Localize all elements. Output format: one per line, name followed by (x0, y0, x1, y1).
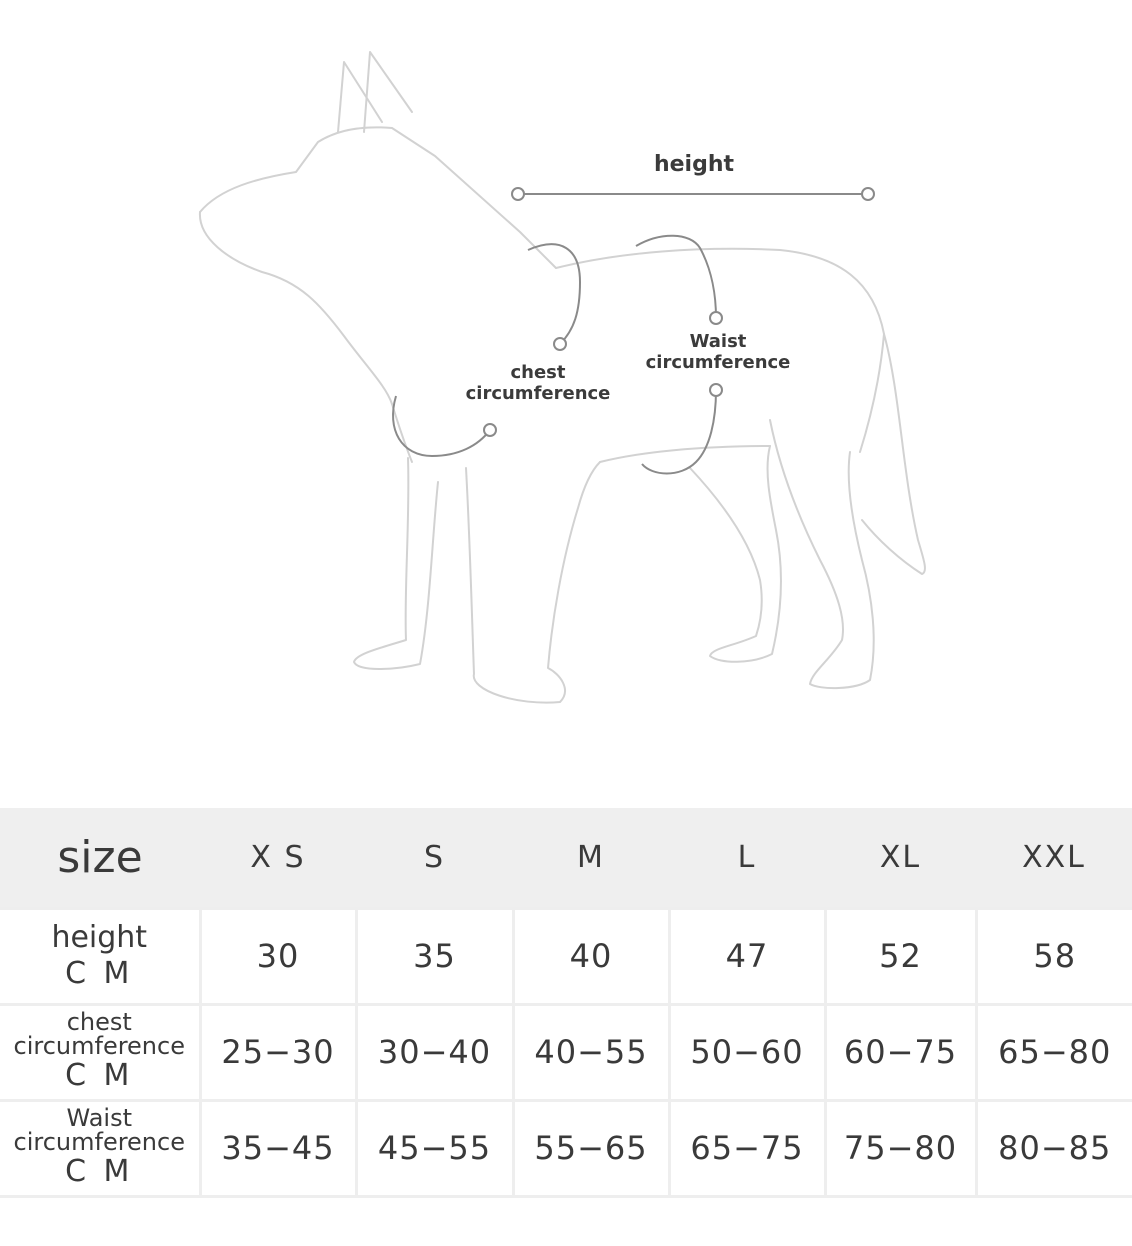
table-cell: 80−85 (976, 1100, 1132, 1196)
waist-callout-line2: circumference (645, 352, 791, 373)
table-cell: 75−80 (825, 1100, 976, 1196)
table-row-chest (0, 1004, 1132, 1100)
row-header-unit: C M (65, 1154, 134, 1189)
size-header-cell: M (577, 839, 605, 875)
height-start-marker (512, 188, 524, 200)
size-header-row (0, 808, 1132, 908)
chest-callout-line1: chest (510, 362, 566, 383)
chest-callout (440, 362, 636, 404)
waist-top-loop (636, 236, 716, 318)
chest-loop (393, 396, 490, 456)
table-cell: 45−55 (356, 1100, 513, 1196)
waist-callout (620, 331, 816, 373)
waist-bottom-loop (642, 390, 716, 474)
row-header-unit: C M (65, 1058, 134, 1093)
table-cell: 25−30 (200, 1004, 356, 1100)
row-header-name: circumference (13, 1128, 185, 1156)
table-cell: 65−80 (976, 1004, 1132, 1100)
table-cell: 52 (825, 908, 976, 1004)
height-callout: height (653, 152, 735, 177)
waist-top-marker (710, 312, 722, 324)
chest-bottom-marker (484, 424, 496, 436)
table-cell: 60−75 (825, 1004, 976, 1100)
height-end-marker (862, 188, 874, 200)
row-header-name: Waist (66, 1104, 132, 1132)
table-cell: 30 (200, 908, 356, 1004)
table-row-height (0, 908, 1132, 1004)
size-header-cell: X S (250, 839, 306, 875)
waist-bottom-marker (710, 384, 722, 396)
row-header-unit: C M (65, 956, 134, 991)
row-header-height (0, 908, 200, 1004)
row-header-chest (0, 1004, 200, 1100)
table-cell: 65−75 (669, 1100, 825, 1196)
row-header-name: height (51, 920, 148, 955)
size-header-cell: XL (879, 839, 922, 875)
neck-loop (528, 244, 580, 344)
table-cell: 35 (356, 908, 513, 1004)
table-cell: 40−55 (513, 1004, 669, 1100)
table-cell: 55−65 (513, 1100, 669, 1196)
table-cell: 30−40 (356, 1004, 513, 1100)
size-header-label: size (57, 831, 143, 883)
chest-top-marker (554, 338, 566, 350)
chest-callout-line2: circumference (465, 383, 611, 404)
size-chart-table (0, 808, 1132, 1198)
table-cell: 47 (669, 908, 825, 1004)
row-header-name: chest (66, 1008, 132, 1036)
table-cell: 40 (513, 908, 669, 1004)
table-row-waist (0, 1100, 1132, 1196)
table-cell: 35−45 (200, 1100, 356, 1196)
table-cell: 50−60 (669, 1004, 825, 1100)
table-cell: 58 (976, 908, 1132, 1004)
size-header-cell: L (737, 839, 757, 875)
row-header-name: circumference (13, 1032, 185, 1060)
size-header-cell: XXL (1022, 839, 1086, 875)
row-header-waist (0, 1100, 200, 1196)
waist-callout-line1: Waist (689, 331, 747, 352)
size-header-cell: S (423, 839, 446, 875)
